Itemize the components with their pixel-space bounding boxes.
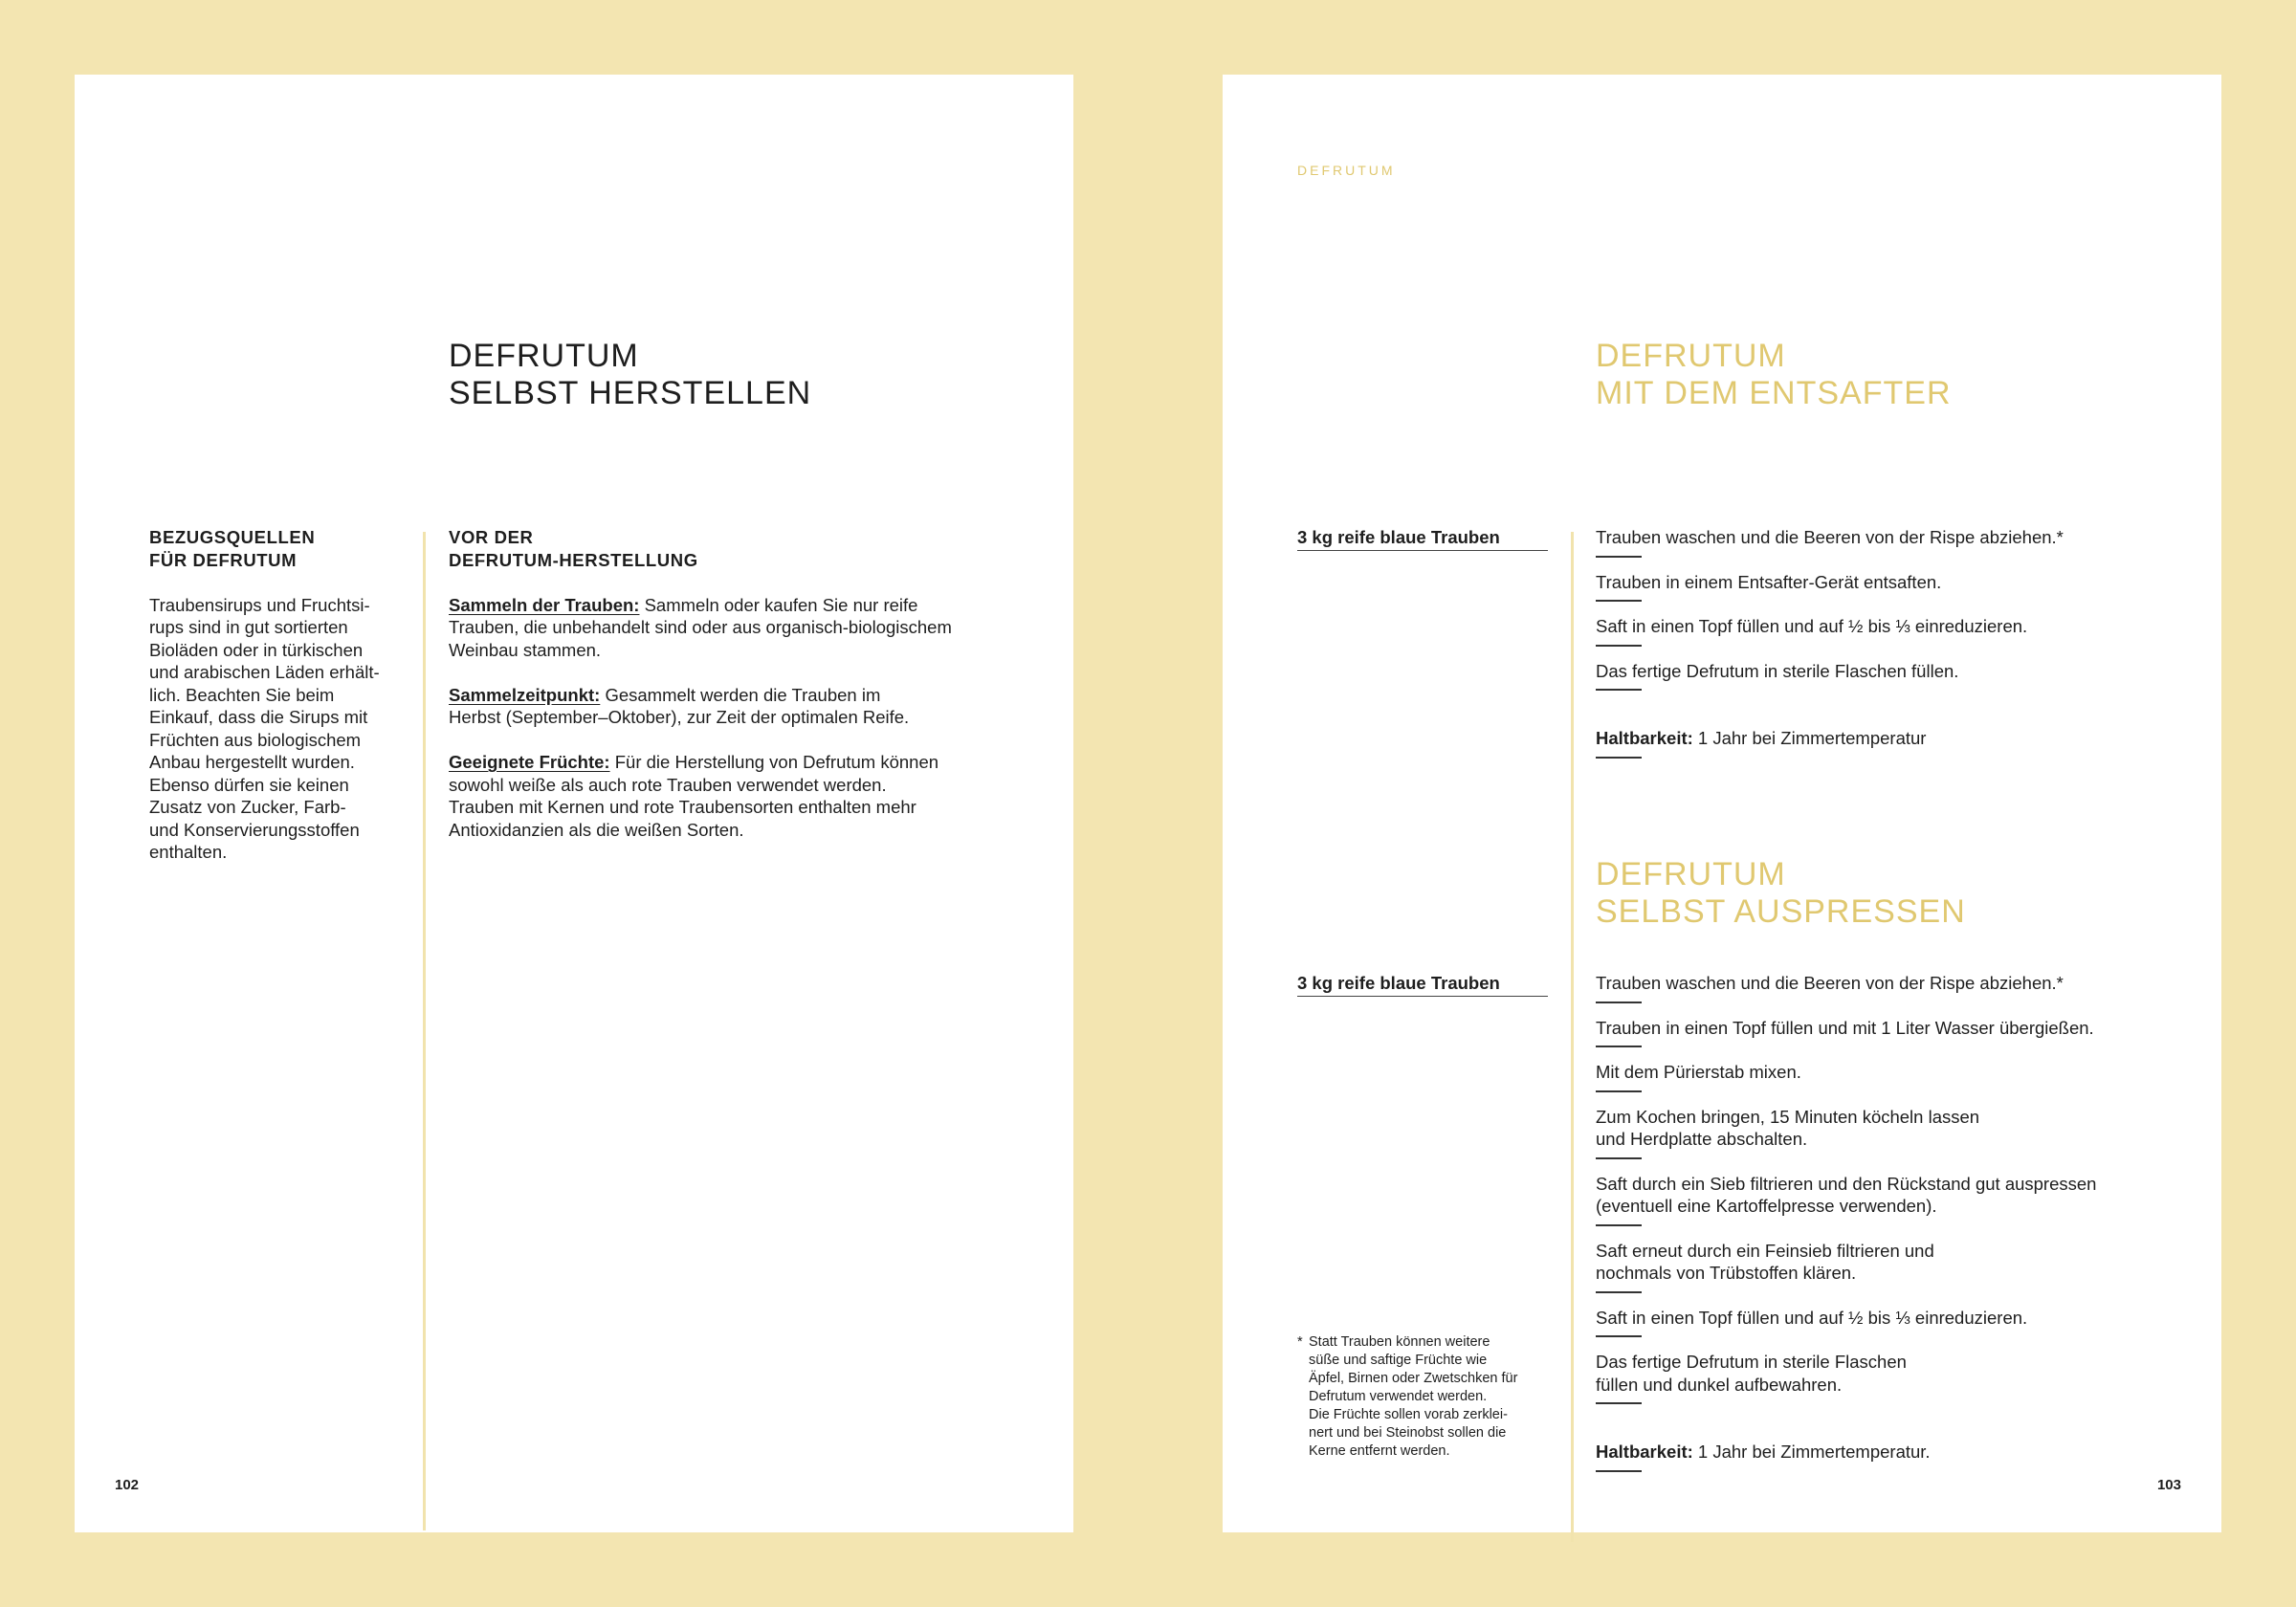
step-line: füllen und dunkel aufbewahren.: [1596, 1374, 1843, 1395]
step-line: und Herdplatte abschalten.: [1596, 1129, 1808, 1149]
step-item: [1596, 1240, 2170, 1285]
heading-line: VOR DER: [449, 527, 534, 547]
shelf-life-text: 1 Jahr bei Zimmertemperatur.: [1692, 1442, 1931, 1462]
text-line: und Konservierungsstoffen: [149, 819, 360, 840]
paragraph-timing: [449, 684, 1023, 729]
text-line: Traubensirups und Fruchtsi-: [149, 594, 370, 615]
step-line: (eventuell eine Kartoffelpresse verwenden).: [1596, 1196, 1937, 1216]
shelf-life-label: Haltbarkeit:: [1596, 1442, 1693, 1462]
ingredient-item: 3 kg reife blaue Trauben: [1297, 972, 1548, 997]
preparation-section: [449, 526, 1023, 841]
paragraph-label: Sammeln der Trauben:: [449, 594, 640, 615]
text-line: Trauben, die unbehandelt sind oder aus organisch-biologischem: [449, 617, 952, 637]
text-line: lich. Beachten Sie beim: [149, 684, 335, 705]
sources-sidebar: [149, 526, 408, 864]
shelf-life-label: Haltbarkeit:: [1596, 728, 1693, 748]
text-line: sowohl weiße als auch rote Trauben verwendet werden.: [449, 774, 887, 795]
paragraph-suitable-fruits: [449, 751, 1023, 841]
shelf-life-text: 1 Jahr bei Zimmertemperatur: [1692, 728, 1927, 748]
text-line: Früchten aus biologischem: [149, 729, 362, 750]
section-heading: [449, 526, 1023, 571]
step-item: Trauben waschen und die Beeren von der Rispe abziehen.*: [1596, 526, 2170, 549]
text-line: Zusatz von Zucker, Farb-: [149, 797, 346, 817]
step-item: [1596, 1351, 2170, 1396]
heading-line: FÜR DEFRUTUM: [149, 549, 298, 570]
page-number: 102: [115, 1477, 140, 1493]
step-line: Saft durch ein Sieb filtrieren und den Rückstand gut auspressen: [1596, 1173, 2097, 1194]
heading-line: BEZUGSQUELLEN: [149, 527, 316, 547]
footnote: [1297, 1333, 1548, 1461]
text-line: enthalten.: [149, 842, 228, 862]
step-line: Das fertige Defrutum in sterile Flaschen: [1596, 1352, 1907, 1372]
title-line: SELBST HERSTELLEN: [449, 375, 812, 411]
title-line: SELBST AUSPRESSEN: [1596, 893, 1966, 930]
step-item: [1596, 1106, 2170, 1151]
recipe-title-juicer: [1596, 338, 1952, 412]
text-line: rups sind in gut sortierten: [149, 617, 348, 637]
title-line: DEFRUTUM: [1596, 338, 1786, 374]
step-line: Zum Kochen bringen, 15 Minuten köcheln lassen: [1596, 1106, 1980, 1127]
left-page: [75, 75, 1073, 1532]
text-line: Bioläden oder in türkischen: [149, 639, 364, 660]
footnote-line: Kerne entfernt werden.: [1309, 1443, 1450, 1459]
title-line: DEFRUTUM: [449, 338, 639, 374]
recipe-title-pressing: [1596, 856, 1966, 931]
step-item: Trauben in einem Entsafter-Gerät entsaften.: [1596, 571, 2170, 594]
column-divider: [1571, 532, 1574, 1542]
text-line: Weinbau stammen.: [449, 639, 602, 660]
step-item: Saft in einen Topf füllen und auf ½ bis ⅓ einreduzieren.: [1596, 615, 2170, 638]
footnote-line: süße und saftige Früchte wie: [1309, 1353, 1488, 1368]
paragraph-collecting: [449, 594, 1023, 662]
footnote-text: [1297, 1333, 1548, 1461]
step-item: [1596, 1307, 2170, 1330]
column-divider: [423, 532, 426, 1530]
text-line: Antioxidanzien als die weißen Sorten.: [449, 819, 744, 840]
page-number: 103: [2156, 1477, 2181, 1493]
title-line: MIT DEM ENTSAFTER: [1596, 375, 1952, 411]
text-line: Ebenso dürfen sie keinen: [149, 774, 349, 795]
paragraph-label: Geeignete Früchte:: [449, 752, 610, 772]
text-line: und arabischen Läden erhält-: [149, 662, 380, 682]
ingredient-item: 3 kg reife blaue Trauben: [1297, 526, 1548, 551]
text-line: Anbau hergestellt wurden.: [149, 752, 355, 772]
step-line: Mit dem Pürierstab mixen.: [1596, 1062, 1801, 1082]
text-line: Herbst (September–Oktober), zur Zeit der optimalen Reife.: [449, 707, 910, 727]
footnote-mark: *: [1297, 1334, 1303, 1350]
footnote-line: Äpfel, Birnen oder Zwetschken für: [1309, 1371, 1518, 1386]
step-line: nochmals von Trübstoffen klären.: [1596, 1263, 1857, 1283]
text-line: Einkauf, dass die Sirups mit: [149, 707, 368, 727]
shelf-life: [1596, 727, 2170, 750]
step-line: Trauben in einen Topf füllen und mit 1 Liter Wasser übergießen.: [1596, 1017, 2094, 1038]
step-line: Trauben waschen und die Beeren von der Rispe abziehen.*: [1596, 973, 2064, 993]
shelf-life: [1596, 1441, 2170, 1464]
footnote-line: nert und bei Steinobst sollen die: [1309, 1425, 1507, 1441]
text-line: Gesammelt werden die Trauben im: [600, 684, 881, 705]
text-line: Trauben mit Kernen und rote Traubensorten enthalten mehr: [449, 797, 916, 817]
page-title: [449, 338, 811, 412]
heading-line: DEFRUTUM-HERSTELLUNG: [449, 549, 698, 570]
step-item: [1596, 1173, 2170, 1218]
step-item: [1596, 1061, 2170, 1084]
text-line: Für die Herstellung von Defrutum können: [609, 752, 939, 772]
running-head: DEFRUTUM: [1297, 163, 1396, 178]
right-page: [1223, 75, 2221, 1532]
footnote-line: Statt Trauben können weitere: [1309, 1334, 1490, 1350]
paragraph-label: Sammelzeitpunkt:: [449, 684, 601, 705]
sidebar-heading: [149, 526, 408, 571]
title-line: DEFRUTUM: [1596, 856, 1786, 892]
text-line: Sammeln oder kaufen Sie nur reife: [639, 594, 918, 615]
step-item: Das fertige Defrutum in sterile Flaschen füllen.: [1596, 660, 2170, 683]
step-item: [1596, 1017, 2170, 1040]
sidebar-text: [149, 594, 408, 864]
steps-list-juicer: [1596, 526, 2170, 772]
step-line: Saft erneut durch ein Feinsieb filtrieren und: [1596, 1240, 1934, 1261]
step-item: [1596, 972, 2170, 995]
footnote-line: Defrutum verwendet werden.: [1309, 1389, 1488, 1404]
steps-list-pressing: [1596, 972, 2170, 1486]
step-line: Saft in einen Topf füllen und auf ½ bis ⅓ einreduzieren.: [1596, 1307, 2028, 1328]
footnote-line: Die Früchte sollen vorab zerklei-: [1309, 1407, 1508, 1422]
